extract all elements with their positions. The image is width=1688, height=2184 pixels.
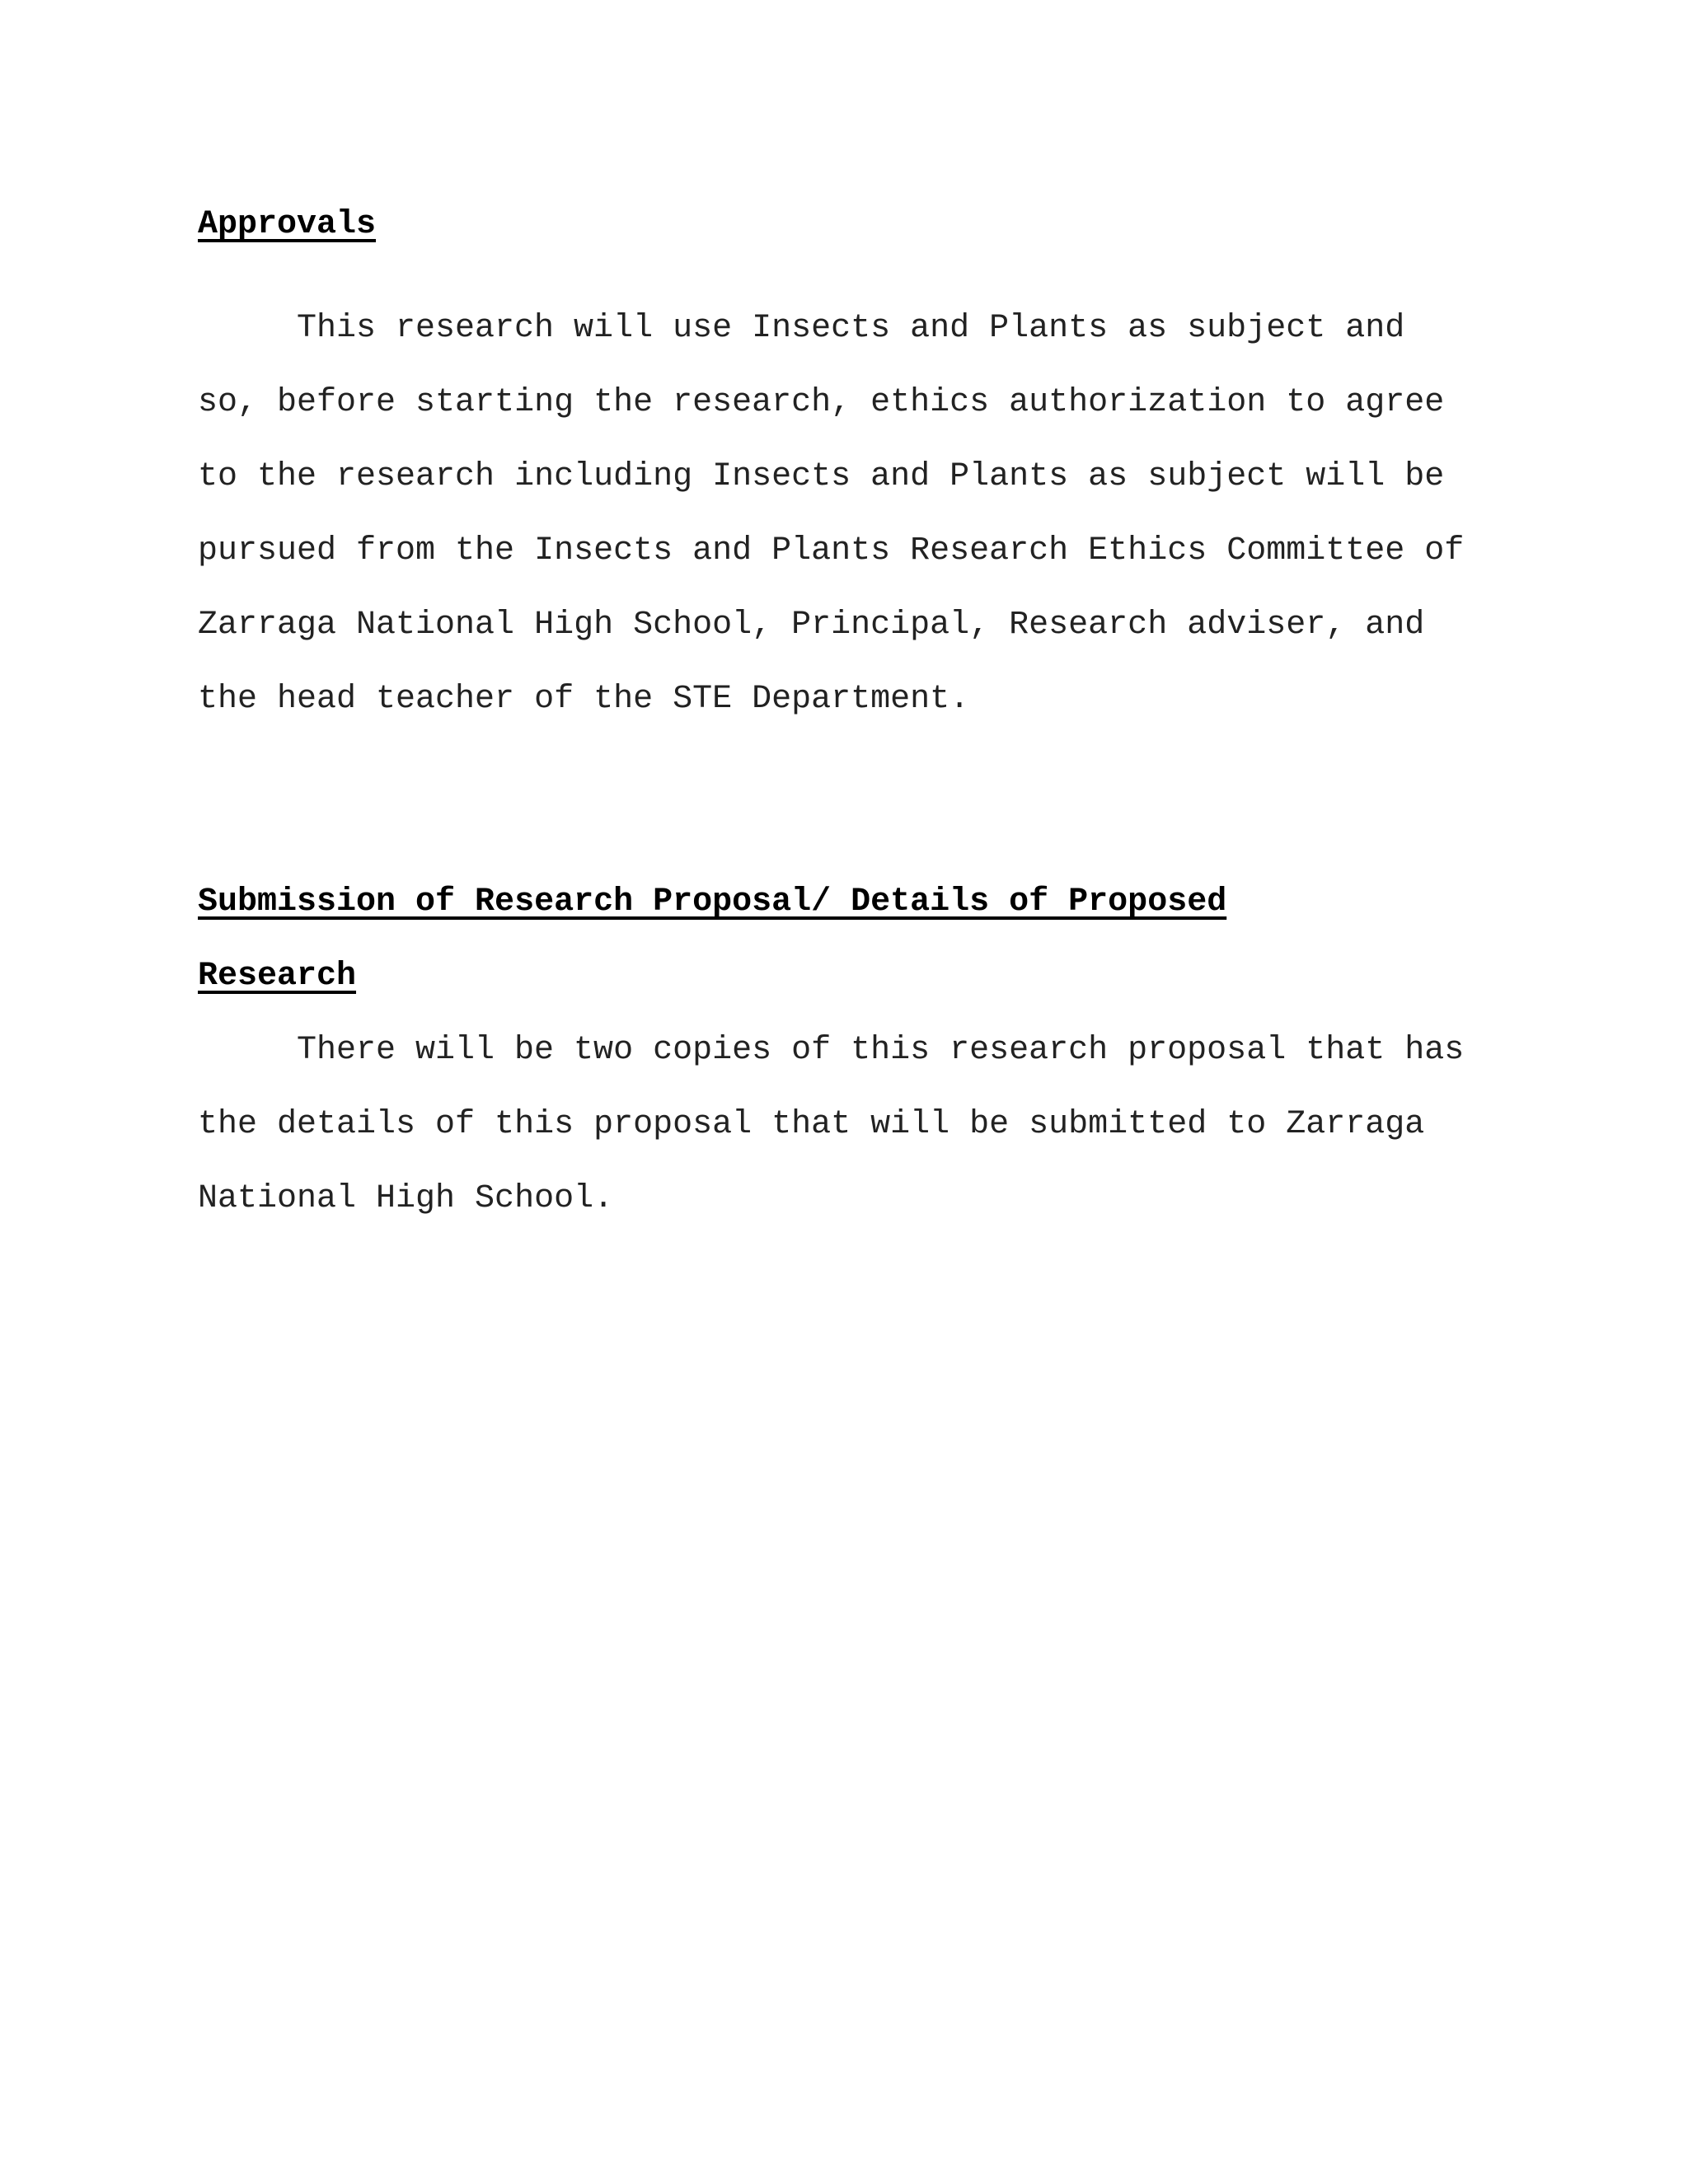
submission-paragraph <box>198 1014 1484 1236</box>
paragraph-line: the head teacher of the STE Department. <box>198 681 970 718</box>
paragraph-line: There will be two copies of this research proposal that has <box>297 1032 1465 1069</box>
heading-line: Research <box>198 958 357 995</box>
section-heading-approvals <box>198 188 1484 262</box>
approvals-paragraph <box>198 292 1484 737</box>
document-content <box>198 188 1484 1236</box>
paragraph-line: This research will use Insects and Plants as subject and <box>297 310 1405 347</box>
section-heading-submission <box>198 865 1484 1014</box>
paragraph-line: Zarraga National High School, Principal, Research adviser, and <box>198 607 1425 644</box>
paragraph-line: pursued from the Insects and Plants Research Ethics Committee of <box>198 532 1465 569</box>
paragraph-line: so, before starting the research, ethics authorization to agree <box>198 384 1445 421</box>
paragraph-line: to the research including Insects and Plants as subject will be <box>198 458 1445 495</box>
heading-line: Approvals <box>198 206 377 243</box>
heading-line: Submission of Research Proposal/ Details of Proposed <box>198 883 1227 921</box>
paragraph-line: National High School. <box>198 1180 614 1217</box>
paragraph-line: the details of this proposal that will be submitted to Zarraga <box>198 1106 1425 1143</box>
